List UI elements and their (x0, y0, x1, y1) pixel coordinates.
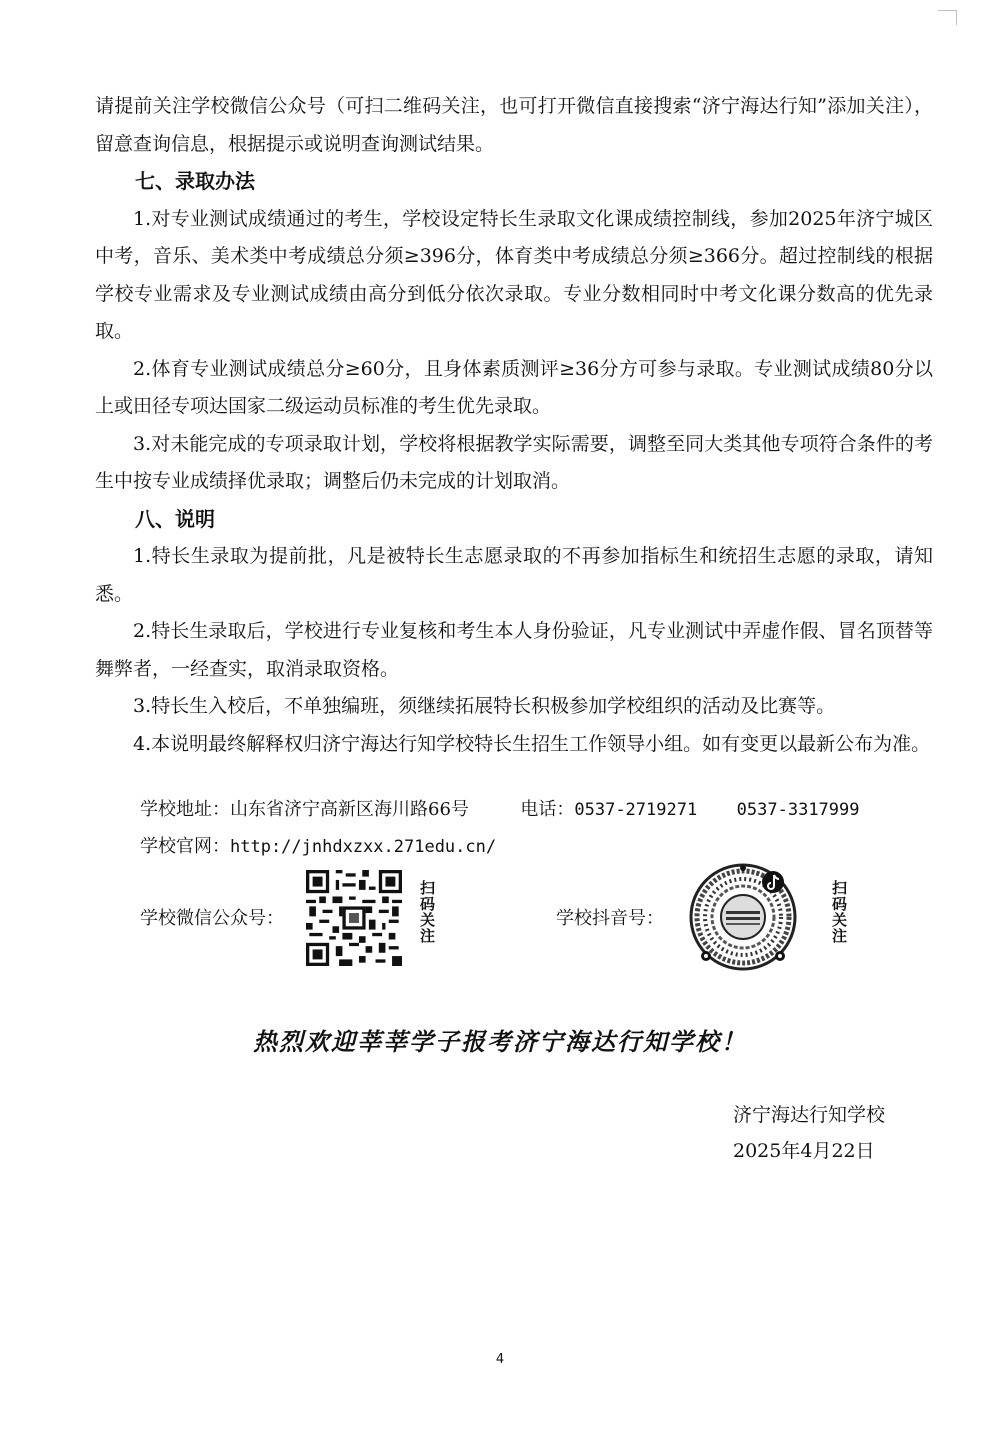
admission-rule-3: 3.对未能完成的专项录取计划，学校将根据教学实际需要，调整至同大类其他专项符合条件的考生中按专业成绩择优录取；调整后仍未完成的计划取消。 (95, 432, 933, 492)
corner-mark (938, 10, 957, 25)
website-label: 学校官网： (140, 836, 230, 857)
admission-rule-2: 2.体育专业测试成绩总分≥60分，且身体素质测评≥36分方可参与录取。专业测试成绩80分以上或田径专项达国家二级运动员标准的考生优先录取。 (95, 357, 933, 417)
wechat-label: 学校微信公众号： (140, 908, 284, 929)
page-number: 4 (495, 1352, 505, 1367)
signature-date: 2025年4月22日 (733, 1140, 875, 1162)
admission-rule-1: 1.对专业测试成绩通过的考生，学校设定特长生录取文化课成绩控制线，参加2025年济宁城区中考，音乐、美术类中考成绩总分须≥396分，体育类中考成绩总分须≥366分。超过控制线的根据学校专业需求及专业测试成绩由高分到低分依次录取。专业分数相同时中考文化课分数高的优先录取。 (95, 207, 933, 342)
contact-line-website (140, 832, 496, 862)
address-value: 山东省济宁高新区海川路66号 (230, 799, 469, 820)
website-url[interactable]: http://jnhdxzxx.271edu.cn/ (230, 837, 497, 857)
douyin-label: 学校抖音号： (556, 908, 664, 929)
phone-label: 电话： (520, 799, 575, 820)
wechat-qr-code-icon[interactable] (306, 870, 402, 966)
section-heading-notes: 八、说明 (135, 506, 215, 531)
wechat-scan-hint: 扫码关注 (418, 880, 436, 944)
document-body (95, 88, 933, 763)
contact-line-address (140, 795, 860, 825)
note-3: 3.特长生入校后，不单独编班，须继续拓展特长积极参加学校组织的活动及比赛等。 (133, 695, 836, 717)
phone-number-2: 0537-3317999 (736, 800, 860, 820)
note-2: 2.特长生录取后，学校进行专业复核和考生本人身份验证，凡专业测试中弄虚作假、冒名顶替等舞弊者，一经查实，取消录取资格。 (95, 620, 933, 680)
signature-school: 济宁海达行知学校 (733, 1104, 886, 1126)
douyin-qr-code-icon[interactable] (688, 862, 798, 972)
douyin-scan-hint: 扫码关注 (830, 880, 848, 944)
note-1: 1.特长生录取为提前批，凡是被特长生志愿录取的不再参加指标生和统招生志愿的录取，请知悉。 (95, 545, 933, 605)
welcome-slogan: 热烈欢迎莘莘学子报考济宁海达行知学校！ (253, 1027, 747, 1056)
phone-number-1: 0537-2719271 (574, 800, 698, 820)
paragraph-query-results: 请提前关注学校微信公众号（可扫二维码关注，也可打开微信直接搜索“济宁海达行知”添加关注），留意查询信息，根据提示或说明查询测试结果。 (95, 95, 933, 155)
section-heading-admission: 七、录取办法 (135, 169, 255, 193)
note-4: 4.本说明最终解释权归济宁海达行知学校特长生招生工作领导小组。如有变更以最新公布为准。 (133, 732, 931, 755)
address-label: 学校地址： (140, 799, 230, 820)
